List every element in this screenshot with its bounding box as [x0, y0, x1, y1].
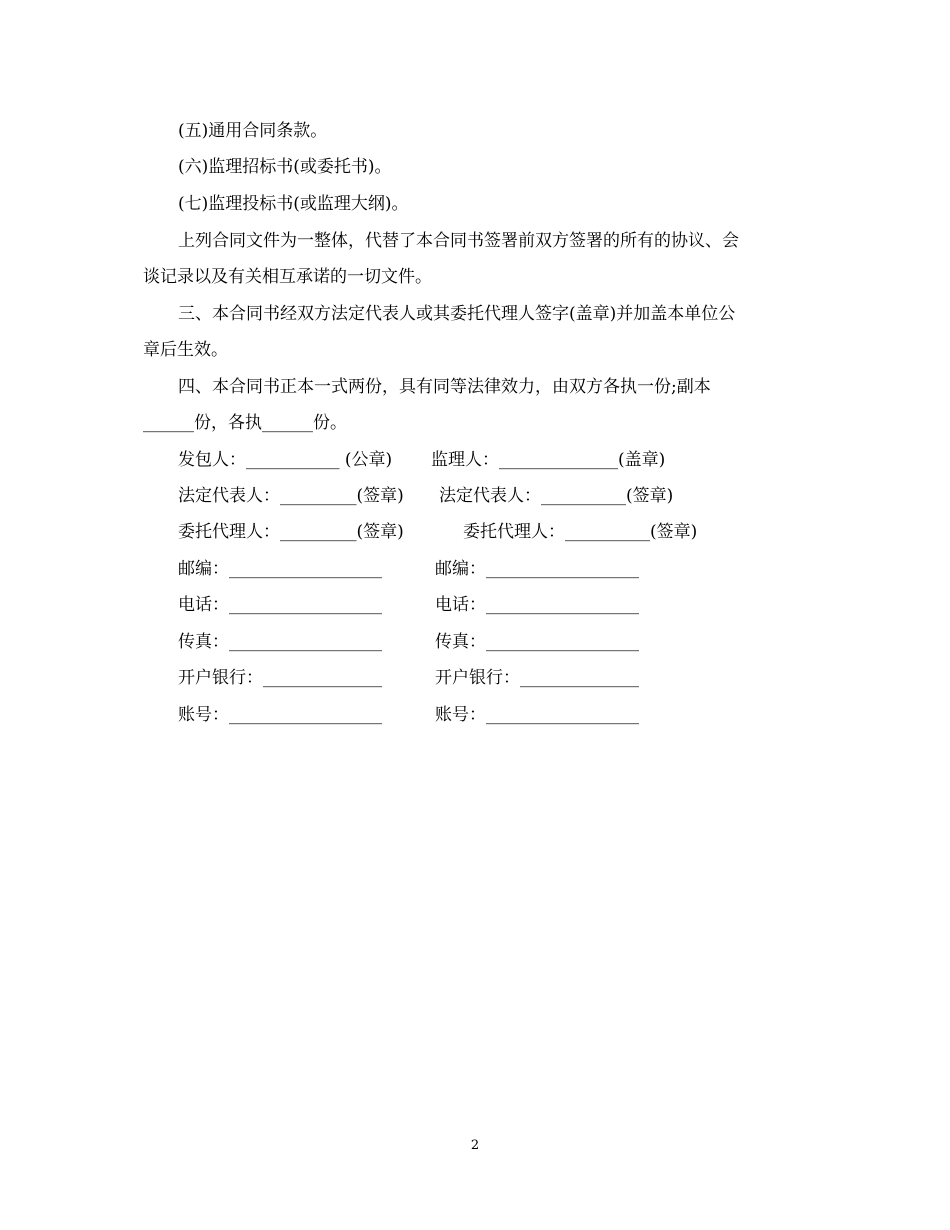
supervisor-agent-field: 委托代理人：__________(签章) [463, 522, 698, 542]
supervisor-field: 监理人：______________(盖章) [431, 450, 666, 470]
paragraph-contract-whole-line2: 谈记录以及有关相互承诺的一切文件。 [143, 267, 432, 287]
clause-item-7: (七)监理投标书(或监理大纲)。 [178, 194, 409, 214]
supervisor-fax-field: 传真：__________________ [435, 632, 639, 652]
paragraph-contract-whole-line1: 上列合同文件为一整体，代替了本合同书签署前双方签署的所有的协议、会 [178, 231, 739, 251]
supervisor-bank-field: 开户银行：______________ [435, 668, 639, 688]
employer-phone-field: 电话：__________________ [178, 595, 382, 615]
employer-legal-rep-field: 法定代表人：_________(签章) [178, 486, 404, 506]
paragraph-copies-line1: 四、本合同书正本一式两份，具有同等法律效力，由双方各执一份;副本 [178, 377, 711, 397]
paragraph-effective-line1: 三、本合同书经双方法定代表人或其委托代理人签字(盖章)并加盖本单位公 [178, 304, 736, 324]
employer-account-field: 账号：__________________ [178, 705, 382, 725]
employer-field: 发包人：___________ (公章) [178, 450, 393, 470]
employer-bank-field: 开户银行：______________ [178, 668, 382, 688]
employer-postcode-field: 邮编：__________________ [178, 559, 382, 579]
paragraph-effective-line2: 章后生效。 [143, 340, 228, 360]
paragraph-copies-line2: ______份，各执______份。 [143, 413, 347, 433]
employer-agent-field: 委托代理人：_________(签章) [178, 522, 404, 542]
clause-item-6: (六)监理招标书(或委托书)。 [178, 157, 392, 177]
clause-item-5: (五)通用合同条款。 [178, 121, 328, 141]
employer-fax-field: 传真：__________________ [178, 632, 382, 652]
supervisor-legal-rep-field: 法定代表人：__________(签章) [439, 486, 674, 506]
supervisor-phone-field: 电话：__________________ [435, 595, 639, 615]
supervisor-account-field: 账号：__________________ [435, 705, 639, 725]
page-number: 2 [470, 1138, 480, 1153]
supervisor-postcode-field: 邮编：__________________ [435, 559, 639, 579]
